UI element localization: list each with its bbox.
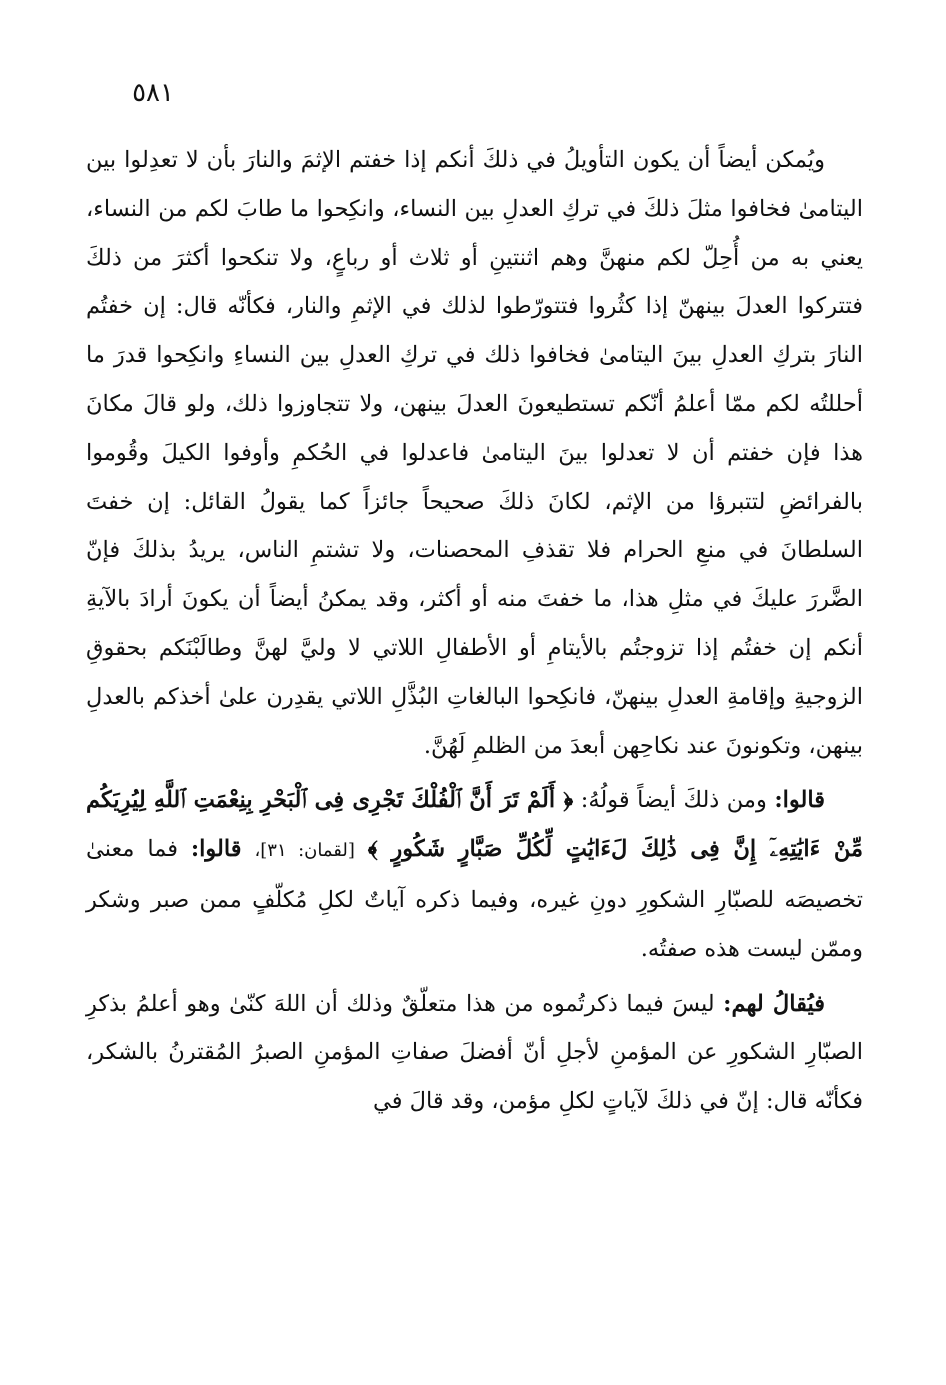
- paragraph-interpretation: [86, 136, 863, 770]
- quran-verse: ﴿ أَلَمْ تَرَ أَنَّ ٱلْفُلْكَ تَجْرِى فِى ٱلْبَحْرِ بِنِعْمَتِ ٱللَّهِ لِيُرِيَكُم مِّنْ ءَايَٰتِهِۦٓ إِنَّ فِى ذَٰلِكَ لَءَايَٰتٍ لِّكُلِّ صَبَّارٍ شَكُورٍ ﴾: [86, 787, 863, 863]
- paragraph-objection: [86, 776, 863, 973]
- paragraph-1-text: ويُمكن أيضاً أن يكون التأويلُ في ذلكَ أنكم إذا خفتم الإثمَ والنارَ بأن لا تعدِلوا بين اليتامىٰ فخافوا مثلَ ذلكَ في تركِ العدلِ بين النساء، وانكِحوا ما طابَ لكم من النساء، يعني به من أُحِلّ لكم منهنَّ وهم اثنتينِ أو ثلاث أو رباعٍ، ولا تنكحوا أكثرَ من ذلكَ فتتركوا العدلَ بينهنّ إذا كثُروا فتتورّطوا لذلك في الإثمِ والنار، فكأنّه قال: إن خفتُم النارَ بتركِ العدلِ بينَ اليتامىٰ فخافوا ذلك في تركِ العدلِ بين النساءِ وانكِحوا قدرَ ما أحللتُه لكم ممّا أعلمُ أنّكم تستطيعونَ العدلَ بينهن، ولا تتجاوزوا ذلك، ولو قالَ مكانَ هذا فإن خفتم أن لا تعدلوا بينَ اليتامىٰ فاعدلوا في الحُكمِ وأوفوا الكيلَ وقُوموا بالفرائضِ لتتبرؤا من الإثم، لكانَ ذلكَ صحيحاً جائزاً كما يقولُ القائل: إن خفتَ السلطانَ في منعِ الحرام فلا تقذفِ المحصنات، ولا تشتمِ الناس، يريدُ بذلكَ فإنّ الضَّررَ عليكَ في مثلِ هذا، ما خفتَ منه أو أكثر، وقد يمكنُ أيضاً أن يكونَ أرادَ بالآيةِ أنكم إن خفتُم إذا تزوجتُم بالأيتامِ أو الأطفالِ اللاتي لا وليَّ لهنَّ وطالَبْنَكم بحقوقِ الزوجيةِ وإقامةِ العدلِ بينهنّ، فانكِحوا البالغاتِ البُذَّلِ اللاتي يقدِرن علىٰ أخذكم بالعدلِ بينهن، وتكونونَ عند نكاحِهن أبعدَ من الظلمِ لَهُنَّ.: [86, 147, 863, 759]
- paragraph-answer: [86, 980, 863, 1126]
- paragraph-3-text: ليسَ فيما ذكرتُموه من هذا متعلّقٌ وذلك أن اللهَ كنّىٰ وهو أعلمُ بذكرِ الصبّارِ الشكورِ عن المؤمنِ لأجلِ أنّ أفضلَ صفاتِ المؤمنِ الصبرُ المُقترنُ بالشكر، فكأنّه قال: إنّ في ذلكَ لآياتٍ لكلِ مؤمن، وقد قالَ في: [86, 990, 863, 1115]
- verse-reference: [لقمان: ٣١]،: [254, 840, 355, 862]
- page-number: ٥٨١: [132, 78, 174, 108]
- label-qalu: قالوا:: [774, 787, 825, 814]
- paragraph-2-rest: فما معنىٰ تخصيصَه للصبّارِ الشكورِ دونِ غيره، وفيما ذكره آياتٌ لكلِ مُكلّفٍ ممن صبر وشكر وممّن ليست هذه صفتُه.: [86, 836, 863, 962]
- paragraph-2-intro: ومن ذلكَ أيضاً قولُهُ:: [580, 787, 767, 814]
- label-reply: فيُقالُ لهم:: [723, 990, 825, 1017]
- label-qalu-2: قالوا:: [190, 836, 242, 863]
- body-text: [86, 136, 863, 1126]
